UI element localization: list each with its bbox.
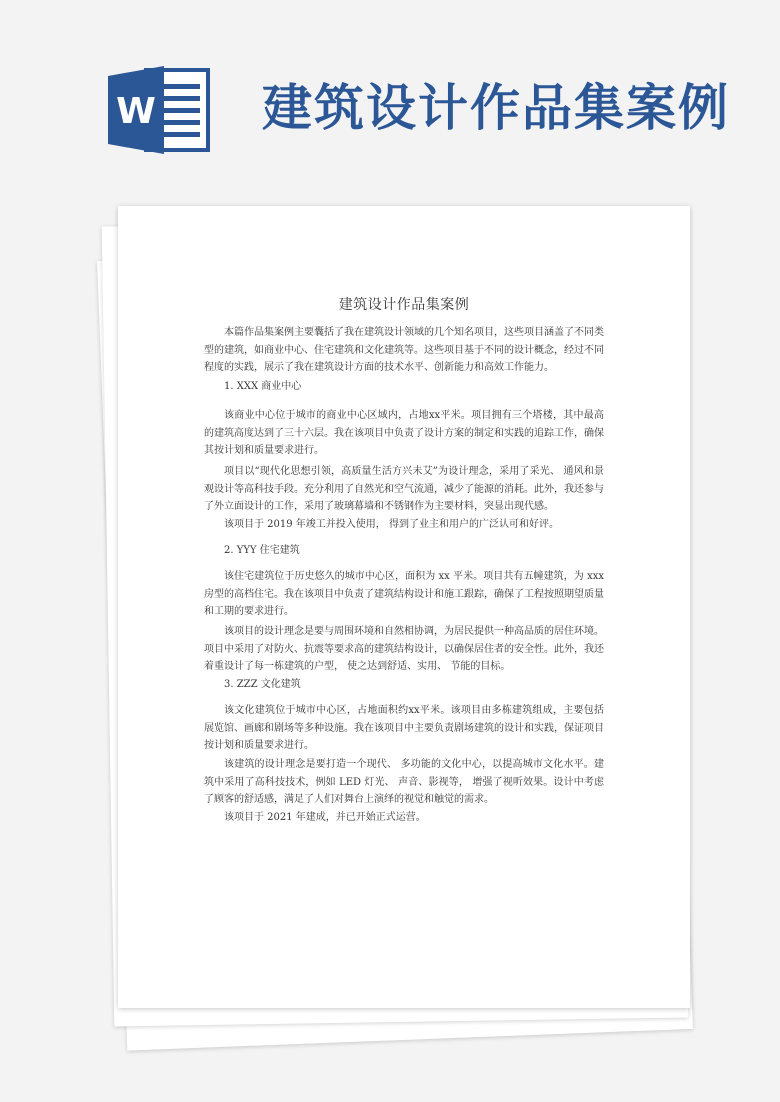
document-content (118, 206, 690, 1008)
section-paragraph: 项目以“现代化思想引领，高质量生活方兴未艾”为设计理念，采用了采光、 通风和景观设计等高科技手段。充分利用了自然光和空气流通，减少了能源的消耗。此外，我还参与了外立面设计的工作，采用了玻璃幕墙和不锈钢作为主要材料，突显出现代感。 (204, 466, 604, 512)
section-2-p2-block (204, 623, 604, 676)
page-title: 建筑设计作品集案例 (262, 79, 730, 137)
page-header (0, 0, 780, 190)
section-heading: 1. XXX 商业中心 (224, 381, 302, 392)
section-paragraph: 该项目的设计理念是要与周围环境和自然相协调，为居民提供一种高品质的居住环境。项目中采用了对防火、抗震等要求高的建筑结构设计，以确保居住者的安全性。此外，我还着重设计了每一栋建筑的户型， 使之达到舒适、实用、 节能的目标。 (204, 626, 604, 672)
intro-block (204, 324, 604, 377)
section-1-p2-block (204, 463, 604, 516)
section-2-p1-block (204, 568, 604, 621)
section-1-heading-block (204, 378, 604, 396)
section-2-heading-block (204, 542, 604, 560)
section-3-p1-block (204, 702, 604, 755)
section-paragraph: 该建筑的设计理念是要打造一个现代、 多功能的文化中心，以提高城市文化水平。建筑中采用了高科技技术，例如 LED 灯光、 声音、影视等， 增强了视听效果。设计中考虑了顾客的舒适感，满足了人们对舞台上演绎的视觉和触觉的需求。 (204, 759, 604, 805)
section-heading: 2. YYY 住宅建筑 (224, 545, 300, 556)
section-3-p3-block (204, 809, 604, 827)
word-document-icon (108, 66, 212, 154)
section-paragraph: 该文化建筑位于城市中心区，占地面积约xx平米。该项目由多栋建筑组成，主要包括展览馆、画廊和剧场等多种设施。我在该项目中主要负责剧场建筑的设计和实践，保证项目按计划和质量要求进行。 (204, 705, 604, 751)
document-page (118, 206, 690, 1008)
section-paragraph: 该商业中心位于城市的商业中心区域内，占地xx平米。项目拥有三个塔楼，其中最高的建筑高度达到了三十六层。我在该项目中负责了设计方案的制定和实践的追踪工作，确保其按计划和质量要求进行。 (204, 410, 604, 456)
section-1-p1-block (204, 407, 604, 460)
section-heading: 3. ZZZ 文化建筑 (224, 679, 301, 690)
section-3-heading-block (204, 676, 604, 694)
section-paragraph: 该项目于 2019 年竣工并投入使用， 得到了业主和用户的广泛认可和好评。 (224, 519, 559, 530)
svg-text:W: W (116, 91, 156, 132)
section-1-p3-block (204, 516, 604, 534)
section-paragraph: 该项目于 2021 年建成，并已开始正式运营。 (224, 812, 426, 823)
document-title: 建筑设计作品集案例 (338, 297, 470, 313)
section-paragraph: 该住宅建筑位于历史悠久的城市中心区，面积为 xx 平米。项目共有五幢建筑，为 xxx 房型的高档住宅。我在该项目中负责了建筑结构设计和施工跟踪，确保了工程按照期望质量和工期的要求进行。 (204, 571, 604, 617)
intro-paragraph: 本篇作品集案例主要囊括了我在建筑设计领域的几个知名项目，这些项目涵盖了不同类型的建筑，如商业中心、住宅建筑和文化建筑等。这些项目基于不同的设计概念，经过不同程度的实践，展示了我在建筑设计方面的技术水平、创新能力和高效工作能力。 (204, 327, 604, 373)
section-3-p2-block (204, 756, 604, 809)
